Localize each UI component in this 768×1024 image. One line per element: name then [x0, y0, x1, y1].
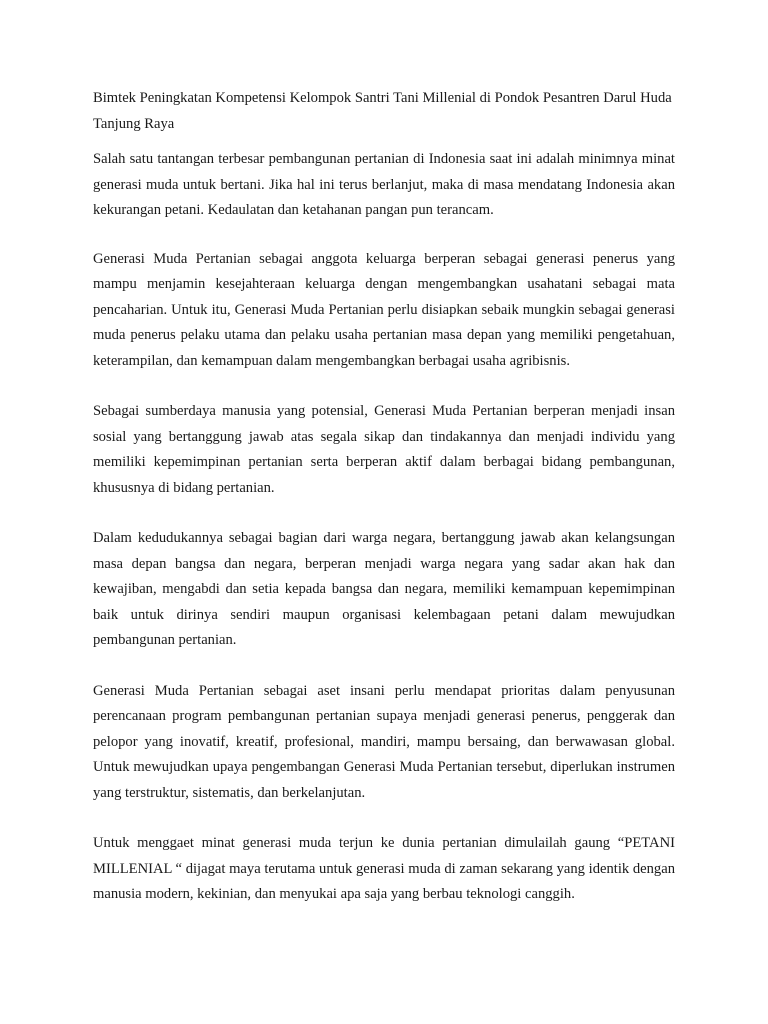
- paragraph-2: Generasi Muda Pertanian sebagai anggota keluarga berperan sebagai generasi penerus yang mampu menjamin kesejahteraan keluarga dengan mengembangkan usahatani sebagai mata pencaharian. Untuk itu, Generasi Muda Pertanian perlu disiapkan sebaik mungkin sebagai generasi muda penerus pelaku utama dan pelaku usaha pertanian masa depan yang memiliki pengetahuan, keterampilan, dan kemampuan dalam mengembangkan berbagai usaha agribisnis.: [93, 250, 675, 369]
- paragraph-5: Generasi Muda Pertanian sebagai aset insani perlu mendapat prioritas dalam penyusunan perencanaan program pembangunan pertanian supaya menjadi generasi penerus, penggerak dan pelopor yang inovatif, kreatif, profesional, mandiri, mampu bersaing, dan berwawasan global. Untuk mewujudkan upaya pengembangan Generasi Muda Pertanian tersebut, diperlukan instrumen yang terstruktur, sistematis, dan berkelanjutan.: [93, 682, 675, 801]
- paragraph-1: Salah satu tantangan terbesar pembangunan pertanian di Indonesia saat ini adalah minimnya minat generasi muda untuk bertani. Jika hal ini terus berlanjut, maka di masa mendatang Indonesia akan kekurangan petani. Kedaulatan dan ketahanan pangan pun terancam.: [93, 151, 675, 218]
- paragraph-6: Untuk menggaet minat generasi muda terjun ke dunia pertanian dimulailah gaung “PETANI MILLENIAL “ dijagat maya terutama untuk generasi muda di zaman sekarang yang identik dengan manusia modern, kekinian, dan menyukai apa saja yang berbau teknologi canggih.: [93, 835, 675, 902]
- paragraph-3: Sebagai sumberdaya manusia yang potensial, Generasi Muda Pertanian berperan menjadi insan sosial yang bertanggung jawab atas segala sikap dan tindakannya dan menjadi individu yang memiliki kepemimpinan pertanian serta berperan aktif dalam berbagai bidang pembangunan, khususnya di bidang pertanian.: [93, 403, 675, 496]
- document-title: Bimtek Peningkatan Kompetensi Kelompok Santri Tani Millenial di Pondok Pesantren Darul Huda Tanjung Raya: [93, 90, 672, 132]
- paragraph-4: Dalam kedudukannya sebagai bagian dari warga negara, bertanggung jawab akan kelangsungan masa depan bangsa dan negara, berperan menjadi warga negara yang sadar akan hak dan kewajiban, mengabdi dan setia kepada bangsa dan negara, memiliki kemampuan kepemimpinan baik untuk dirinya sendiri maupun organisasi kelembagaan petani dalam mewujudkan pembangunan pertanian.: [93, 530, 675, 648]
